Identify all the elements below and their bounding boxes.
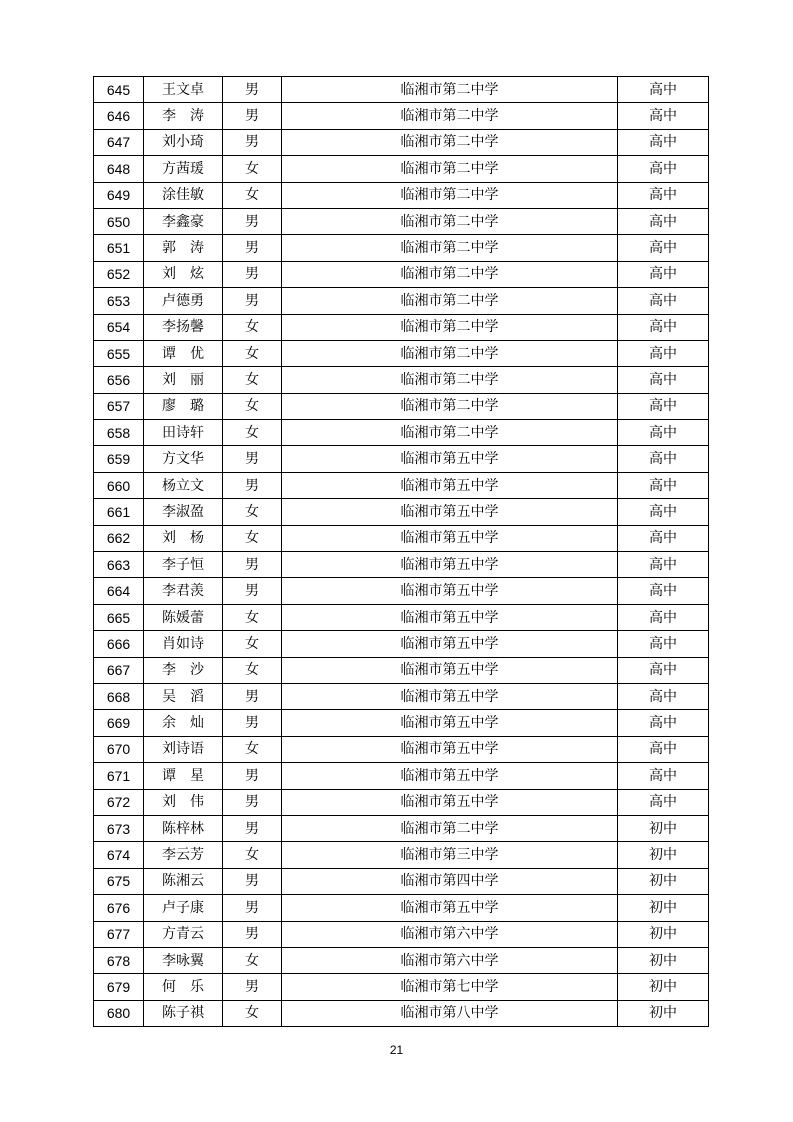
school-name: 临湘市第五中学: [282, 499, 618, 525]
table-row: [94, 895, 709, 921]
row-number: 671: [94, 763, 144, 789]
school-level: 高中: [618, 103, 709, 129]
page-number: 21: [389, 1043, 404, 1057]
student-gender: 女: [223, 525, 282, 551]
table-row: [94, 103, 709, 129]
table-row: [94, 815, 709, 841]
row-number: 655: [94, 340, 144, 366]
student-name: 刘诗语: [144, 736, 223, 762]
row-number: 654: [94, 314, 144, 340]
school-level: 高中: [618, 340, 709, 366]
table-row: [94, 578, 709, 604]
school-name: 临湘市第五中学: [282, 895, 618, 921]
school-name: 临湘市第二中学: [282, 367, 618, 393]
school-name: 临湘市第五中学: [282, 631, 618, 657]
school-level: 初中: [618, 947, 709, 973]
row-number: 653: [94, 288, 144, 314]
student-gender: 男: [223, 103, 282, 129]
school-level: 高中: [618, 710, 709, 736]
student-name: 杨立文: [144, 472, 223, 498]
student-name: 李 沙: [144, 657, 223, 683]
student-gender: 女: [223, 1000, 282, 1026]
row-number: 666: [94, 631, 144, 657]
school-level: 高中: [618, 657, 709, 683]
student-gender: 女: [223, 499, 282, 525]
table-row: [94, 208, 709, 234]
row-number: 657: [94, 393, 144, 419]
table-row: [94, 156, 709, 182]
school-name: 临湘市第五中学: [282, 710, 618, 736]
table-row: [94, 367, 709, 393]
student-gender: 男: [223, 261, 282, 287]
student-gender: 男: [223, 868, 282, 894]
school-level: 初中: [618, 868, 709, 894]
row-number: 663: [94, 552, 144, 578]
student-gender: 女: [223, 631, 282, 657]
school-name: 临湘市第二中学: [282, 235, 618, 261]
school-name: 临湘市第二中学: [282, 340, 618, 366]
student-name: 郭 涛: [144, 235, 223, 261]
table-row: [94, 683, 709, 709]
table-row: [94, 604, 709, 630]
school-name: 临湘市第二中学: [282, 103, 618, 129]
school-level: 高中: [618, 156, 709, 182]
row-number: 662: [94, 525, 144, 551]
student-gender: 女: [223, 420, 282, 446]
row-number: 646: [94, 103, 144, 129]
row-number: 676: [94, 895, 144, 921]
school-name: 临湘市第二中学: [282, 77, 618, 103]
student-gender: 男: [223, 446, 282, 472]
table-row: [94, 472, 709, 498]
table-row: [94, 235, 709, 261]
school-name: 临湘市第二中学: [282, 156, 618, 182]
table-row: [94, 736, 709, 762]
school-level: 高中: [618, 446, 709, 472]
school-level: 初中: [618, 815, 709, 841]
table-row: [94, 842, 709, 868]
school-name: 临湘市第五中学: [282, 789, 618, 815]
row-number: 650: [94, 208, 144, 234]
student-name: 陈梓林: [144, 815, 223, 841]
school-name: 临湘市第五中学: [282, 578, 618, 604]
school-level: 高中: [618, 420, 709, 446]
student-name: 李扬馨: [144, 314, 223, 340]
table-row: [94, 763, 709, 789]
student-name: 陈媛蕾: [144, 604, 223, 630]
school-level: 初中: [618, 1000, 709, 1026]
school-name: 临湘市第二中学: [282, 393, 618, 419]
school-name: 临湘市第二中学: [282, 129, 618, 155]
student-name: 余 灿: [144, 710, 223, 736]
student-name: 李咏翼: [144, 947, 223, 973]
student-gender: 女: [223, 736, 282, 762]
school-level: 高中: [618, 261, 709, 287]
school-name: 临湘市第二中学: [282, 314, 618, 340]
school-level: 高中: [618, 631, 709, 657]
row-number: 672: [94, 789, 144, 815]
school-level: 高中: [618, 288, 709, 314]
row-number: 675: [94, 868, 144, 894]
row-number: 651: [94, 235, 144, 261]
student-gender: 女: [223, 182, 282, 208]
student-name: 谭 星: [144, 763, 223, 789]
student-name: 王文卓: [144, 77, 223, 103]
student-name: 吴 滔: [144, 683, 223, 709]
school-level: 初中: [618, 921, 709, 947]
table-row: [94, 1000, 709, 1026]
student-gender: 女: [223, 947, 282, 973]
school-level: 高中: [618, 235, 709, 261]
student-name: 卢德勇: [144, 288, 223, 314]
school-level: 高中: [618, 314, 709, 340]
student-name: 刘 丽: [144, 367, 223, 393]
school-level: 高中: [618, 736, 709, 762]
school-name: 临湘市第七中学: [282, 974, 618, 1000]
student-gender: 男: [223, 129, 282, 155]
student-name: 李淑盈: [144, 499, 223, 525]
roster-table-body: [94, 77, 709, 1027]
student-name: 李云芳: [144, 842, 223, 868]
table-row: [94, 710, 709, 736]
student-gender: 男: [223, 552, 282, 578]
student-name: 刘 炫: [144, 261, 223, 287]
table-row: [94, 868, 709, 894]
student-gender: 男: [223, 789, 282, 815]
table-row: [94, 314, 709, 340]
row-number: 658: [94, 420, 144, 446]
student-gender: 女: [223, 340, 282, 366]
student-gender: 男: [223, 921, 282, 947]
student-name: 陈子祺: [144, 1000, 223, 1026]
school-level: 初中: [618, 895, 709, 921]
student-gender: 男: [223, 472, 282, 498]
student-name: 方青云: [144, 921, 223, 947]
school-level: 高中: [618, 525, 709, 551]
student-gender: 男: [223, 288, 282, 314]
row-number: 680: [94, 1000, 144, 1026]
row-number: 656: [94, 367, 144, 393]
school-level: 高中: [618, 604, 709, 630]
table-row: [94, 947, 709, 973]
school-level: 高中: [618, 499, 709, 525]
student-gender: 男: [223, 235, 282, 261]
table-row: [94, 789, 709, 815]
student-name: 李子恒: [144, 552, 223, 578]
school-name: 临湘市第二中学: [282, 208, 618, 234]
row-number: 647: [94, 129, 144, 155]
row-number: 668: [94, 683, 144, 709]
table-row: [94, 420, 709, 446]
student-name: 何 乐: [144, 974, 223, 1000]
student-gender: 男: [223, 974, 282, 1000]
school-name: 临湘市第八中学: [282, 1000, 618, 1026]
student-name: 刘 杨: [144, 525, 223, 551]
school-level: 高中: [618, 552, 709, 578]
student-gender: 女: [223, 842, 282, 868]
school-level: 初中: [618, 842, 709, 868]
school-level: 高中: [618, 77, 709, 103]
school-name: 临湘市第五中学: [282, 446, 618, 472]
row-number: 648: [94, 156, 144, 182]
table-row: [94, 525, 709, 551]
school-name: 临湘市第二中学: [282, 420, 618, 446]
student-name: 田诗轩: [144, 420, 223, 446]
school-name: 临湘市第三中学: [282, 842, 618, 868]
student-gender: 男: [223, 208, 282, 234]
table-row: [94, 393, 709, 419]
row-number: 669: [94, 710, 144, 736]
row-number: 645: [94, 77, 144, 103]
student-name: 方茜瑗: [144, 156, 223, 182]
student-name: 陈湘云: [144, 868, 223, 894]
student-name: 涂佳敏: [144, 182, 223, 208]
table-row: [94, 288, 709, 314]
table-row: [94, 340, 709, 366]
student-gender: 女: [223, 367, 282, 393]
row-number: 679: [94, 974, 144, 1000]
school-name: 临湘市第五中学: [282, 683, 618, 709]
school-level: 高中: [618, 763, 709, 789]
table-row: [94, 921, 709, 947]
table-row: [94, 631, 709, 657]
school-name: 临湘市第五中学: [282, 552, 618, 578]
school-name: 临湘市第五中学: [282, 604, 618, 630]
row-number: 674: [94, 842, 144, 868]
school-level: 高中: [618, 182, 709, 208]
student-gender: 女: [223, 393, 282, 419]
student-gender: 男: [223, 77, 282, 103]
row-number: 660: [94, 472, 144, 498]
student-gender: 男: [223, 578, 282, 604]
table-row: [94, 552, 709, 578]
school-name: 临湘市第二中学: [282, 261, 618, 287]
school-level: 初中: [618, 974, 709, 1000]
student-name: 李鑫豪: [144, 208, 223, 234]
student-name: 李 涛: [144, 103, 223, 129]
school-name: 临湘市第五中学: [282, 763, 618, 789]
row-number: 661: [94, 499, 144, 525]
row-number: 649: [94, 182, 144, 208]
school-level: 高中: [618, 367, 709, 393]
student-name: 谭 优: [144, 340, 223, 366]
student-name: 廖 璐: [144, 393, 223, 419]
table-row: [94, 974, 709, 1000]
table-row: [94, 446, 709, 472]
row-number: 659: [94, 446, 144, 472]
table-row: [94, 261, 709, 287]
school-name: 临湘市第四中学: [282, 868, 618, 894]
student-name: 方文华: [144, 446, 223, 472]
school-level: 高中: [618, 129, 709, 155]
row-number: 670: [94, 736, 144, 762]
row-number: 652: [94, 261, 144, 287]
school-name: 临湘市第六中学: [282, 947, 618, 973]
school-name: 临湘市第五中学: [282, 472, 618, 498]
row-number: 678: [94, 947, 144, 973]
student-gender: 女: [223, 604, 282, 630]
school-name: 临湘市第五中学: [282, 657, 618, 683]
student-gender: 女: [223, 314, 282, 340]
row-number: 667: [94, 657, 144, 683]
student-gender: 男: [223, 763, 282, 789]
student-gender: 男: [223, 895, 282, 921]
school-level: 高中: [618, 789, 709, 815]
student-gender: 男: [223, 710, 282, 736]
school-level: 高中: [618, 683, 709, 709]
student-name: 卢子康: [144, 895, 223, 921]
roster-table: [93, 76, 709, 1027]
table-row: [94, 499, 709, 525]
student-name: 李君羡: [144, 578, 223, 604]
table-row: [94, 77, 709, 103]
student-name: 刘小琦: [144, 129, 223, 155]
row-number: 665: [94, 604, 144, 630]
school-name: 临湘市第二中学: [282, 182, 618, 208]
table-row: [94, 182, 709, 208]
student-gender: 男: [223, 815, 282, 841]
school-name: 临湘市第六中学: [282, 921, 618, 947]
school-level: 高中: [618, 208, 709, 234]
school-level: 高中: [618, 578, 709, 604]
school-name: 临湘市第五中学: [282, 736, 618, 762]
school-level: 高中: [618, 472, 709, 498]
row-number: 664: [94, 578, 144, 604]
student-name: 刘 伟: [144, 789, 223, 815]
row-number: 673: [94, 815, 144, 841]
table-row: [94, 129, 709, 155]
table-row: [94, 657, 709, 683]
row-number: 677: [94, 921, 144, 947]
student-gender: 女: [223, 156, 282, 182]
student-gender: 男: [223, 683, 282, 709]
student-gender: 女: [223, 657, 282, 683]
school-name: 临湘市第二中学: [282, 288, 618, 314]
school-name: 临湘市第五中学: [282, 525, 618, 551]
school-level: 高中: [618, 393, 709, 419]
school-name: 临湘市第二中学: [282, 815, 618, 841]
student-name: 肖如诗: [144, 631, 223, 657]
